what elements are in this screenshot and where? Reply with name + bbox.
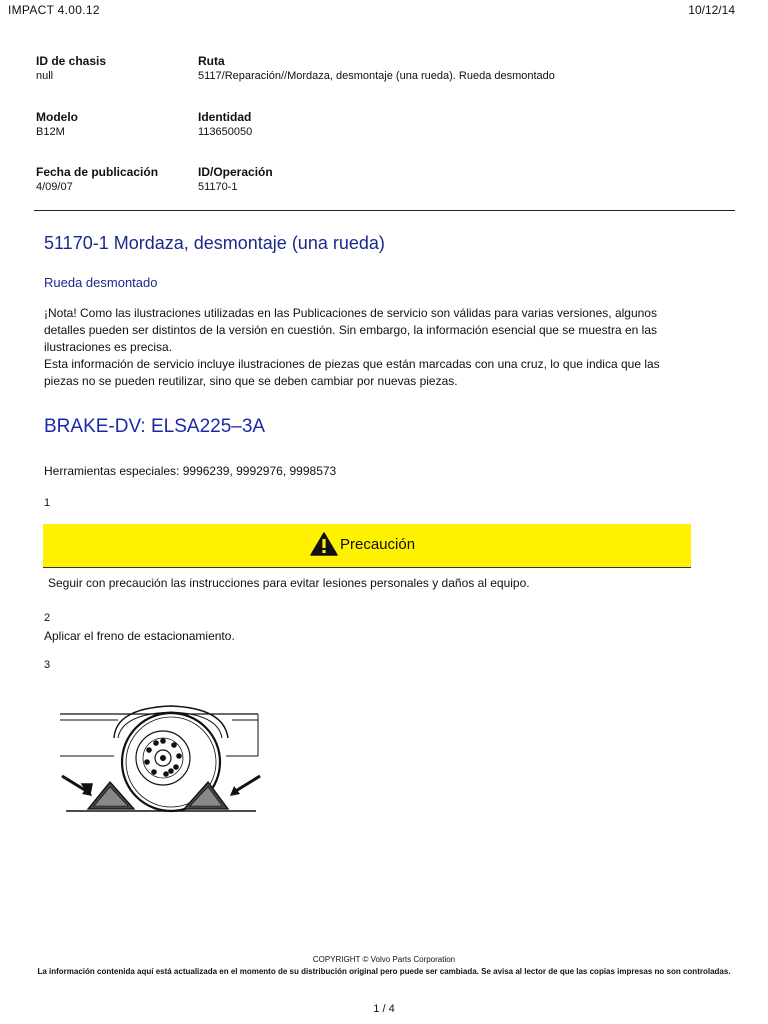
route-label: Ruta <box>198 54 225 68</box>
meta-operation <box>198 165 273 193</box>
note-line: ¡Nota! Como las ilustraciones utilizadas en las Publicaciones de servicio son válidas para varias versiones, algunos <box>44 306 657 320</box>
model-value: B12M <box>36 126 65 138</box>
note-line: ilustraciones es precisa. <box>44 340 173 354</box>
pubdate-label: Fecha de publicación <box>36 165 159 179</box>
chassis-label: ID de chasis <box>36 54 107 68</box>
note-paragraph <box>44 305 724 390</box>
page-number: 1 / 4 <box>373 1003 395 1015</box>
print-date: 10/12/14 <box>688 3 735 17</box>
model-label: Modelo <box>36 110 78 124</box>
operation-label: ID/Operación <box>198 165 273 179</box>
note-line: detalles pueden ser distintos de la versión en cuestión. Sin embargo, la información esencial que se muestra en las <box>44 323 658 337</box>
warning-text: Seguir con precaución las instrucciones para evitar lesiones personales y daños al equipo. <box>48 576 530 590</box>
identity-label: Identidad <box>198 110 252 124</box>
note-line: Esta información de servicio incluye ilustraciones de piezas que están marcadas con una cruz, lo que indica que las <box>44 357 660 371</box>
meta-route <box>198 54 555 82</box>
step-number-1: 1 <box>44 497 51 509</box>
meta-pubdate <box>36 165 158 193</box>
warning-label: Precaución <box>340 535 416 553</box>
brake-heading: BRAKE-DV: ELSA225–3A <box>44 416 266 437</box>
chassis-value: null <box>36 70 54 82</box>
step-number-3: 3 <box>44 659 51 671</box>
disclaimer: La información contenida aquí está actualizada en el momento de su distribución original pero puede ser cambiada. Se avisa al lector de que las copias impresas no son controladas. <box>37 967 731 976</box>
operation-value: 51170-1 <box>198 181 238 193</box>
special-tools: Herramientas especiales: 9996239, 9992976, 9998573 <box>44 464 337 478</box>
route-value: 5117/Reparación//Mordaza, desmontaje (una rueda). Rueda desmontado <box>198 70 555 82</box>
app-version: IMPACT 4.00.12 <box>8 3 100 17</box>
step-2-text: Aplicar el freno de estacionamiento. <box>44 629 235 643</box>
meta-identity <box>198 110 252 138</box>
pubdate-value: 4/09/07 <box>36 181 73 193</box>
page-title: 51170-1 Mordaza, desmontaje (una rueda) <box>44 233 385 253</box>
warning-banner <box>43 524 691 568</box>
note-line: piezas no se pueden reutilizar, sino que se deben cambiar por nuevas piezas. <box>44 374 458 388</box>
copyright: COPYRIGHT © Volvo Parts Corporation <box>312 955 456 964</box>
wheel-chock-illustration <box>56 690 266 815</box>
divider <box>34 210 735 211</box>
identity-value: 113650050 <box>198 126 253 138</box>
warning-triangle-icon <box>310 532 338 556</box>
page-subtitle: Rueda desmontado <box>44 275 158 290</box>
meta-chassis <box>36 54 106 82</box>
meta-model <box>36 110 78 138</box>
step-number-2: 2 <box>44 612 51 624</box>
